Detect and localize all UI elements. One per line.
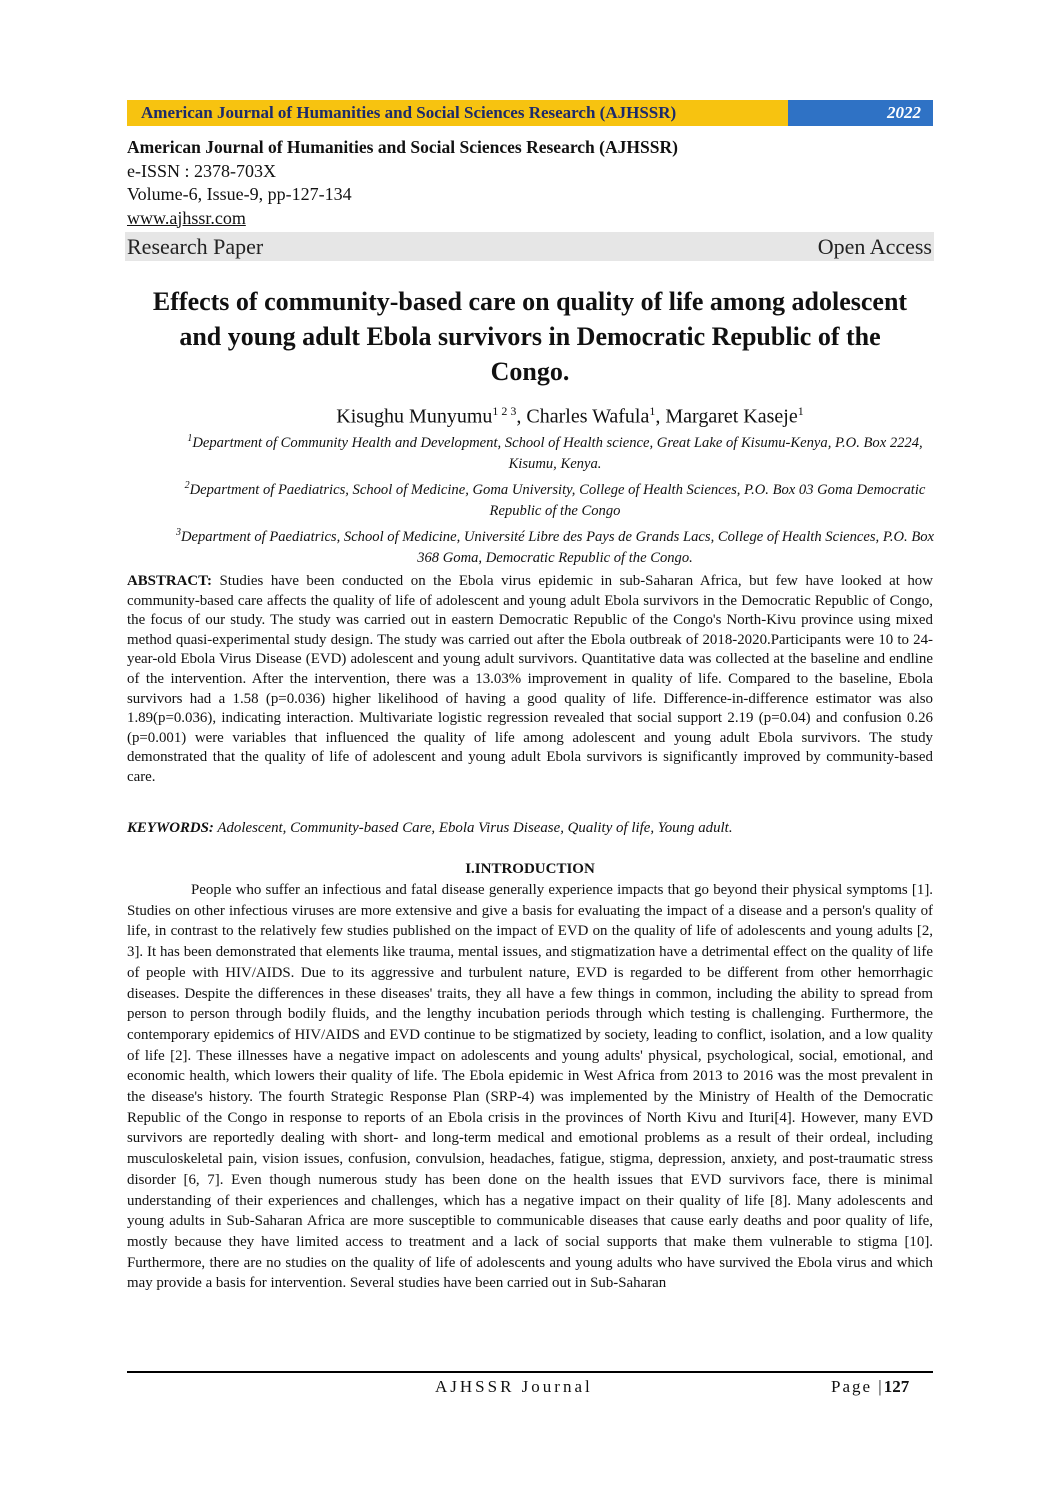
paper-title: Effects of community-based care on quality of life among adolescent and young adult Ebola survivors in Democratic Republic of the Congo. [152,287,908,386]
affiliation-item: $^2$Department of Paediatrics, School of Medicine, Goma University, College of Health Sciences, P.O. Box 03 Goma Democratic Republic of the Congo [184,479,926,519]
paper-type-bar [125,232,934,261]
introduction-paragraph: People who suffer an infectious and fatal disease generally experience impacts that go beyond their physical symptoms [1]. Studies on other infectious viruses are more extensive and give a basis for evaluating the impact of a disease and a person's quality of life, in contrast to the relatively few studies published on the impact of EVD on the quality of life of adolescents and young adults [2, 3]. It has been demonstrated that elements like trauma, mental issues, and stigmatization have a detrimental effect on the quality of life of people with HIV/AIDS. Due to its aggressive and turbulent nature, EVD is regarded to be different from other hemorrhagic diseases. Despite the differences in these diseases' traits, they all have a few things in common, including the ability to spread from person to person through bodily fluids, and the lengthy incubation periods through which testing is challenging. Furthermore, the contemporary epidemics of HIV/AIDS and EVD continue to be stigmatized by society, leading to conflict, isolation, and a low quality of life [2]. These illnesses have a negative impact on adolescents and young adults' physical, psychological, social, emotional, and economic health, which lowers their quality of life. The Ebola epidemic in West Africa from 2013 to 2016 was the most prevalent in the disease's history. The fourth Strategic Response Plan (SRP-4) was implemented by the Ministry of Health of the Democratic Republic of the Congo in response to reports of an Ebola crisis in the provinces of North Kivu and Ituri[4]. However, many EVD survivors are reportedly dealing with short- and long-term medical and emotional problems as a result of their ordeal, including musculoskeletal pain, vision issues, confusion, convulsion, headaches, fatigue, stigma, depression, anxiety, and post-traumatic stress disorder [6, 7]. Even though numerous study has been done on the health issues that EVD survivors face, there is minimal understanding of their experiences and challenges, which has a negative impact on their quality of life [8]. Many adolescents and young adults in Sub-Saharan Africa are more susceptible to communicable diseases that cause early deaths and poor quality of life, mostly because they have limited access to treatment and a lack of social supports that make them vulnerable to stigma [10]. Furthermore, there are no studies on the quality of life of adolescents and young adults who have survived the Ebola virus and which may provide a basis for intervention. Several studies have been carried out in Sub-Saharan [127,882,933,1292]
page-label: Page | [831,1377,884,1396]
keywords [127,819,933,839]
author-affiliation-marker: 1 [797,404,804,418]
running-header-journal: American Journal of Humanities and Social Sciences Research (AJHSSR) [127,100,788,126]
affiliation-item: $^1$Department of Community Health and Development, School of Health science, Great Lake of Kisumu-Kenya, P.O. Box 2224, Kisumu, Kenya. [187,433,923,472]
masthead-journal: American Journal of Humanities and Social Sciences Research (AJHSSR) [127,137,678,157]
page-number: 127 [883,1377,910,1396]
author-affiliation-marker: 1 2 3 [492,404,517,418]
affiliation-list [150,428,940,569]
footer-page [831,1377,909,1397]
keywords-text: Adolescent, Community-based Care, Ebola Virus Disease, Quality of life, Young adult. [213,820,733,836]
affiliation-item: $^3$Department of Paediatrics, School of Medicine, Université Libre des Pays de Grands Lacs, College of Health Sciences, P.O. Box 368 Goma, Democratic Republic of the Congo. [175,526,935,566]
running-header [127,100,933,126]
masthead-volume: Volume-6, Issue-9, pp-127-134 [127,184,352,204]
footer-divider [127,1371,933,1373]
masthead-eissn: e-ISSN : 2378-703X [127,160,276,181]
author-name: Margaret Kaseje [665,405,798,428]
author-affiliation-marker: 1 [649,404,656,418]
author-name: Kisughu Munyumu [336,405,493,428]
masthead [127,136,933,230]
paper-type-label: Research Paper [127,233,264,259]
running-header-year: 2022 [788,100,933,126]
footer-journal: AJHSSR Journal [435,1377,593,1396]
masthead-url-link[interactable]: www.ajhssr.com [127,207,246,228]
keywords-label: KEYWORDS: [127,820,214,836]
abstract-text: Studies have been conducted on the Ebola virus epidemic in sub-Saharan Africa, but few have looked at how community-based care affects the quality of life of adolescent and young adult Ebola survivors in the Democratic Republic of Congo, the focus of our study. The study was carried out in eastern Democratic Republic of the Congo's North-Kivu province using mixed method quasi-experimental study design. The study was carried out after the Ebola outbreak of 2018-2020.Participants were 10 to 24-year-old Ebola Virus Disease (EVD) adolescent and young adult survivors. Quantitative data was collected at the baseline and endline of the intervention. After the intervention, there was a 13.03% improvement in quality of life. Compared to the baseline, Ebola survivors had a 1.58 (p=0.036) higher likelihood of having a good quality of life. Difference-in-difference estimator was also 1.89(p=0.036), indicating interaction. Multivariate logistic regression revealed that social support 2.19 (p=0.04) and confusion 0.26 (p=0.001) were variables that influenced the quality of life among adolescent and young adult Ebola survivors. The study demonstrated that the quality of life of adolescent and young adult Ebola survivors is significantly improved by community-based care. [127,573,933,785]
abstract [127,572,933,788]
open-access-label: Open Access [817,233,932,259]
author-name: Charles Wafula [526,405,650,428]
abstract-label: ABSTRACT: [127,573,212,589]
introduction-heading: I.INTRODUCTION [465,861,595,877]
author-list: Kisughu Munyumu$^{1 2 3}$, Charles Wafula$^1$, Margaret Kaseje$^1$ [336,404,804,428]
